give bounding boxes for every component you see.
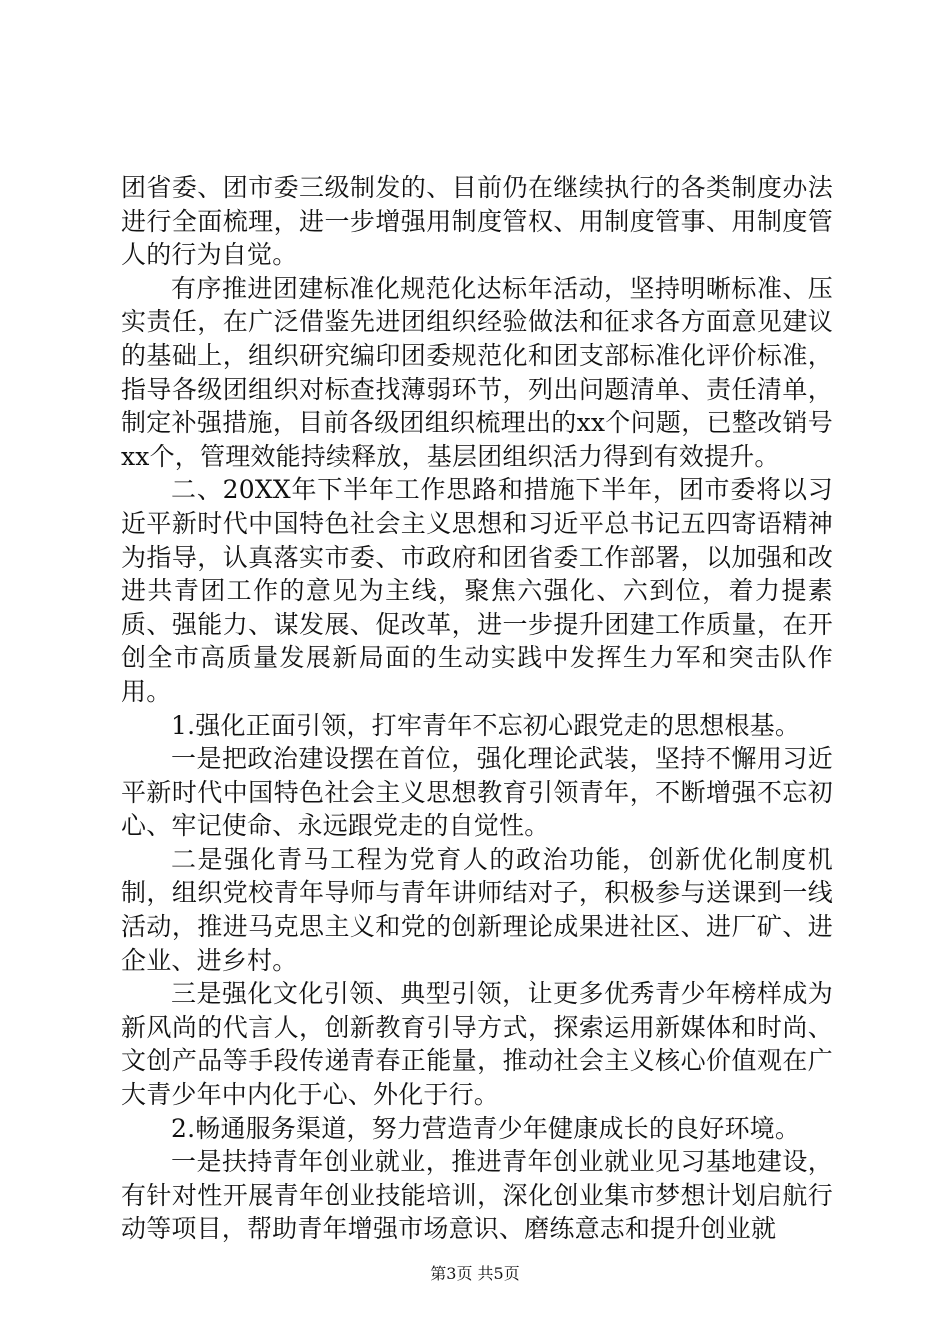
paragraph-5: 一是把政治建设摆在首位，强化理论武装，坚持不懈用习近平新时代中国特色社会主义思想教育引领青年，不断增强不忘初心、牢记使命、永远跟党走的自觉性。 [121,744,833,841]
paragraph-6: 二是强化青马工程为党育人的政治功能，创新优化制度机制，组织党校青年导师与青年讲师结对子，积极参与送课到一线活动，推进马克思主义和党的创新理论成果进社区、进厂矿、进企业、进乡村。 [121,844,833,975]
paragraph-1: 团省委、团市委三级制发的、目前仍在继续执行的各类制度办法进行全面梳理，进一步增强用制度管权、用制度管事、用制度管人的行为自觉。 [121,173,833,270]
paragraph-2: 有序推进团建标准化规范化达标年活动，坚持明晰标准、压实责任，在广泛借鉴先进团组织经验做法和征求各方面意见建议的基础上，组织研究编印团委规范化和团支部标准化评价标准，指导各级团组织对标查找薄弱环节，列出问题清单、责任清单，制定补强措施，目前各级团组织梳理出的xx个问题，已整改销号xx个，管理效能持续释放，基层团组织活力得到有效提升。 [121,273,833,471]
paragraph-4: 1.强化正面引领，打牢青年不忘初心跟党走的思想根基。 [171,710,801,740]
paragraph-9: 一是扶持青年创业就业，推进青年创业就业见习基地建设，有针对性开展青年创业技能培训，深化创业集市梦想计划启航行动等项目，帮助青年增强市场意识、磨练意志和提升创业就 [121,1147,833,1244]
page-footer: 第3页 共5页 [430,1264,520,1283]
paragraph-7: 三是强化文化引领、典型引领，让更多优秀青少年榜样成为新风尚的代言人，创新教育引导方式，探索运用新媒体和时尚、文创产品等手段传递青春正能量，推动社会主义核心价值观在广大青少年中内化于心、外化于行。 [121,979,833,1110]
document-body [121,171,833,1246]
paragraph-3: 二、20XX年下半年工作思路和措施下半年，团市委将以习近平新时代中国特色社会主义思想和习近平总书记五四寄语精神为指导，认真落实市委、市政府和团省委工作部署，以加强和改进共青团工作的意见为主线，聚焦六强化、六到位，着力提素质、强能力、谋发展、促改革，进一步提升团建工作质量，在开创全市高质量发展新局面的生动实践中发挥生力军和突击队作用。 [121,475,833,706]
paragraph-8: 2.畅通服务渠道，努力营造青少年健康成长的良好环境。 [171,1113,801,1143]
